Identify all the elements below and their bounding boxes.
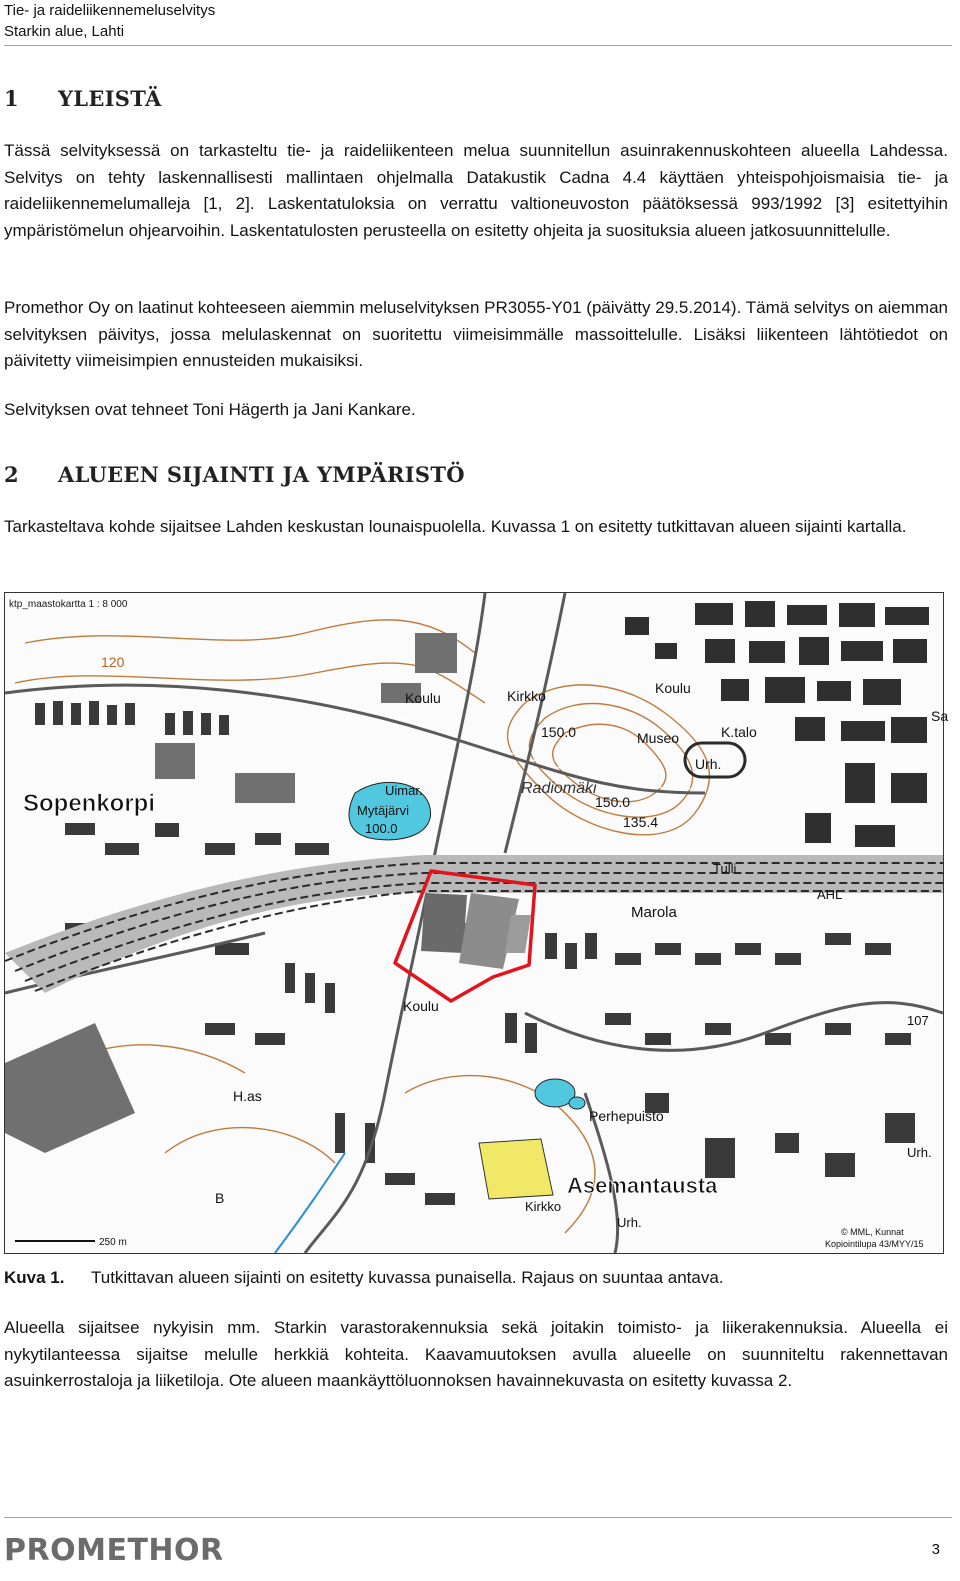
label-107: 107 (907, 1013, 929, 1028)
label-uimar: Uimar. (385, 783, 423, 798)
label-perhepuisto: Perhepuisto (589, 1108, 664, 1124)
label-k-talo: K.talo (721, 724, 757, 740)
label-elevation-150-1: 150.0 (541, 724, 577, 740)
label-koulu-2: Koulu (655, 680, 691, 696)
paragraph-location: Tarkasteltava kohde sijaitsee Lahden keskustan lounaispuolella. Kuvassa 1 on esitetty tutkittavan alueen sijainti kartalla. (4, 517, 907, 536)
paragraph-authors: Selvityksen ovat tehneet Toni Hägerth ja Jani Kankare. (4, 400, 416, 419)
section-1-title: YLEISTÄ (58, 86, 162, 111)
page-number: 3 (931, 1541, 940, 1558)
footer-divider (4, 1517, 952, 1518)
paragraph-previous-report: Promethor Oy on laatinut kohteeseen aiemmin meluselvityksen PR3055-Y01 (päivätty 29.5.2014). Tämä selvitys on aiemman selvityksen päivitys, jossa melulaskennat on suoritettu viimeisimmälle massoittelulle. Lisäksi liikenteen lähtötiedot on päivitetty viimeisimpien ennusteiden mukaisiksi. (4, 298, 948, 371)
license-label: Kopiointilupa 43/MYY/15 (825, 1239, 924, 1249)
label-h-as: H.as (233, 1088, 262, 1104)
header-divider (4, 45, 952, 46)
paragraph-intro: Tässä selvityksessä on tarkasteltu tie- ja raideliikenteen melua suunnitellun asuinrakennuskohteen alueella Lahdessa. Selvitys on tehty laskennallisesti mallintaen ohjelmalla Datakustik Cadna 4.4 käyttäen yhteispohjoismaisia tie- ja raideliikennemelumalleja [1, 2]. Laskentatuloksia on verrattu valtioneuvoston päätöksessä 993/1992 [3] esitettyihin ympäristömelun ohjearvoihin. Laskentatulosten perusteella on esitetty ohjeita ja suosituksia alueen jatkosuunnittelulle. (4, 141, 948, 241)
sports-field (479, 1139, 553, 1199)
section-2-number: 2 (4, 462, 19, 487)
label-museo: Museo (637, 730, 680, 746)
label-koulu-3: Koulu (403, 998, 439, 1014)
svg-text:PROMETHOR: PROMETHOR (4, 1533, 224, 1568)
pond-small (569, 1097, 585, 1109)
label-urh-2: Urh. (907, 1145, 932, 1160)
location-map (4, 592, 949, 1254)
promethor-logo (4, 1530, 250, 1566)
label-radiomaki: Radiomäki (521, 780, 597, 797)
label-sopenkorpi: Sopenkorpi (23, 790, 156, 817)
section-2-title: ALUEEN SIJAINTI JA YMPÄRISTÖ (58, 462, 465, 487)
label-urh-3: Urh. (617, 1215, 642, 1230)
label-sa: Sa (931, 708, 949, 724)
label-kirkko-2: Kirkko (525, 1199, 562, 1214)
label-koulu-1: Koulu (405, 690, 441, 706)
paragraph-current-use: Alueella sijaitsee nykyisin mm. Starkin varastorakennuksia sekä joitakin toimisto- ja liikerakennuksia. Alueella ei nykytilanteessa sijaitse melulle herkkiä kohteita. Kaavamuutoksen avulla alueelle on suunniteltu rakennettavan asuinkerrostaloja ja liiketiloja. Ote alueen maankäyttöluonnoksen havainnekuvasta on esitetty kuvassa 2. (4, 1318, 948, 1391)
label-urh-1: Urh. (695, 756, 722, 772)
figure-caption-text: Tutkittavan alueen sijainti on esitetty kuvassa punaisella. Rajaus on suuntaa antava. (91, 1268, 724, 1287)
label-elevation-135: 135.4 (623, 814, 659, 830)
section-2-heading (4, 462, 465, 487)
copyright-label: © MML, Kunnat (841, 1227, 904, 1237)
figure-caption (4, 1266, 724, 1290)
section-1-number: 1 (4, 86, 19, 111)
scale-bar-label: 250 m (99, 1237, 127, 1248)
header-site-name: Starkin alue, Lahti (4, 23, 125, 40)
section-1-heading (4, 86, 162, 111)
label-marola: Marola (631, 904, 677, 921)
label-asemantausta: Asemantausta (567, 1173, 718, 1198)
label-ahl: AHL (817, 887, 843, 902)
map-source-label: ktp_maastokartta 1 : 8 000 (9, 599, 128, 610)
contour-label-120: 120 (101, 654, 125, 670)
running-header (4, 0, 215, 42)
label-tulli: Tulli (713, 861, 737, 876)
map-drawing (5, 593, 949, 1253)
label-kirkko-1: Kirkko (507, 688, 546, 704)
header-report-title: Tie- ja raideliikennemeluselvitys (4, 2, 216, 19)
label-elevation-100: 100.0 (365, 821, 398, 836)
label-b: B (215, 1190, 225, 1206)
label-elevation-150-2: 150.0 (595, 794, 631, 810)
figure-label: Kuva 1. (4, 1268, 65, 1287)
label-mytajarvi: Mytäjärvi (357, 803, 410, 818)
